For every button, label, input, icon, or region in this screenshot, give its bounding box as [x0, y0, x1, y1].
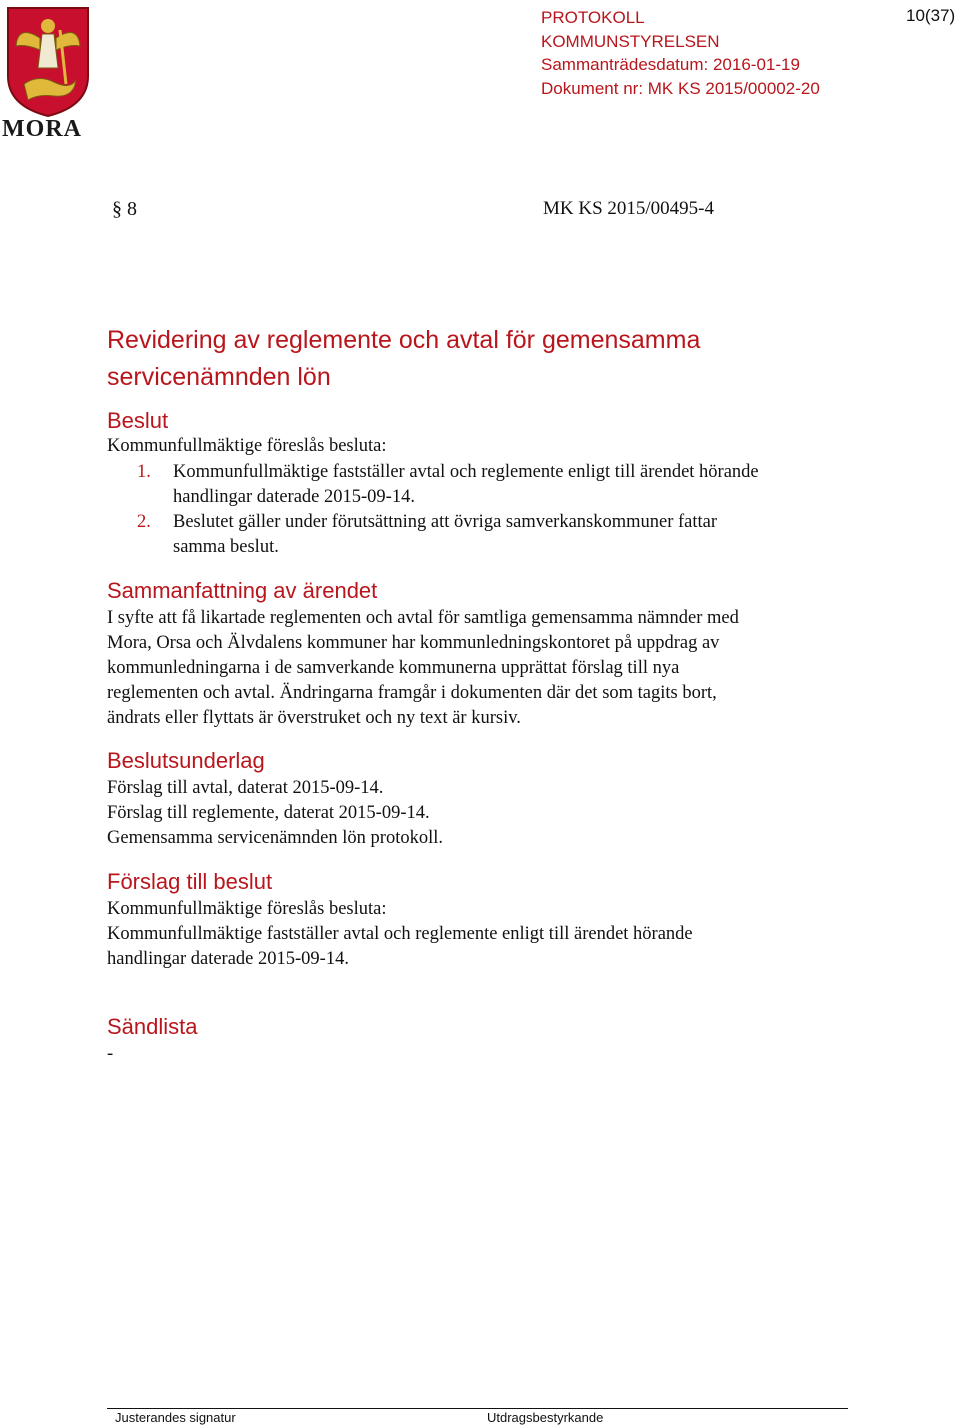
list-number: 2. — [137, 512, 151, 532]
board-name: KOMMUNSTYRELSEN — [541, 31, 720, 51]
underlag-list — [107, 776, 443, 851]
page-number: 10(37) — [906, 6, 956, 25]
document-type: PROTOKOLL — [541, 8, 645, 27]
sandlista-value: - — [107, 1044, 114, 1064]
case-reference: MK KS 2015/00495-4 — [543, 198, 715, 219]
meeting-date: Sammanträdesdatum: 2016-01-19 — [541, 55, 800, 74]
document-header — [541, 6, 820, 100]
section-heading-beslut: Beslut — [107, 408, 169, 433]
underlag-item: Förslag till avtal, daterat 2015-09-14. — [107, 778, 384, 798]
footer-divider — [107, 1408, 848, 1409]
section-heading-forslag: Förslag till beslut — [107, 869, 273, 894]
underlag-item: Gemensamma servicenämnden lön protokoll. — [107, 828, 443, 848]
section-heading-underlag: Beslutsunderlag — [107, 748, 265, 773]
section-heading-sandlista: Sändlista — [107, 1014, 198, 1039]
list-text: Beslutet gäller under förutsättning att övriga samverkanskommuner fattar — [173, 512, 718, 532]
forslag-line: Kommunfullmäktige föreslås besluta: — [107, 899, 387, 919]
coat-of-arms-icon — [4, 6, 92, 118]
page-title: Revidering av reglemente och avtal för gemensamma servicenämnden lön — [107, 326, 701, 391]
section-heading-summary: Sammanfattning av ärendet — [107, 578, 378, 603]
summary-line: Mora, Orsa och Älvdalens kommuner har kommunledningskontoret på uppdrag av — [107, 633, 720, 653]
list-text: Kommunfullmäktige fastställer avtal och reglemente enligt till ärendet hörande — [173, 462, 759, 482]
logo-wordmark: MORA — [2, 116, 82, 142]
forslag-line: Kommunfullmäktige fastställer avtal och reglemente enligt till ärendet hörande — [107, 924, 693, 944]
list-item — [107, 510, 867, 560]
list-item — [107, 460, 867, 510]
list-number: 1. — [137, 462, 151, 482]
summary-text — [107, 606, 739, 731]
summary-line: kommunledningarna i de samverkande kommunerna upprättat förslag till nya — [107, 658, 680, 678]
summary-line: ändrats eller flyttats är överstruket och ny text är kursiv. — [107, 708, 521, 728]
underlag-item: Förslag till reglemente, daterat 2015-09-14. — [107, 803, 430, 823]
list-text: handlingar daterade 2015-09-14. — [173, 487, 415, 507]
footer-signature-label: Justerandes signatur — [115, 1410, 236, 1425]
forslag-text — [107, 897, 693, 972]
footer-certification-label: Utdragsbestyrkande — [487, 1410, 604, 1425]
paragraph-number: § 8 — [112, 198, 137, 220]
summary-line: reglementen och avtal. Ändringarna framgår i dokumenten där det som tagits bort, — [107, 683, 717, 703]
summary-line: I syfte att få likartade reglementen och avtal för samtliga gemensamma nämnder med — [107, 608, 739, 628]
forslag-line: handlingar daterade 2015-09-14. — [107, 949, 349, 969]
list-text: samma beslut. — [173, 537, 279, 557]
beslut-intro: Kommunfullmäktige föreslås besluta: — [107, 436, 387, 456]
document-number: Dokument nr: MK KS 2015/00002-20 — [541, 78, 820, 98]
